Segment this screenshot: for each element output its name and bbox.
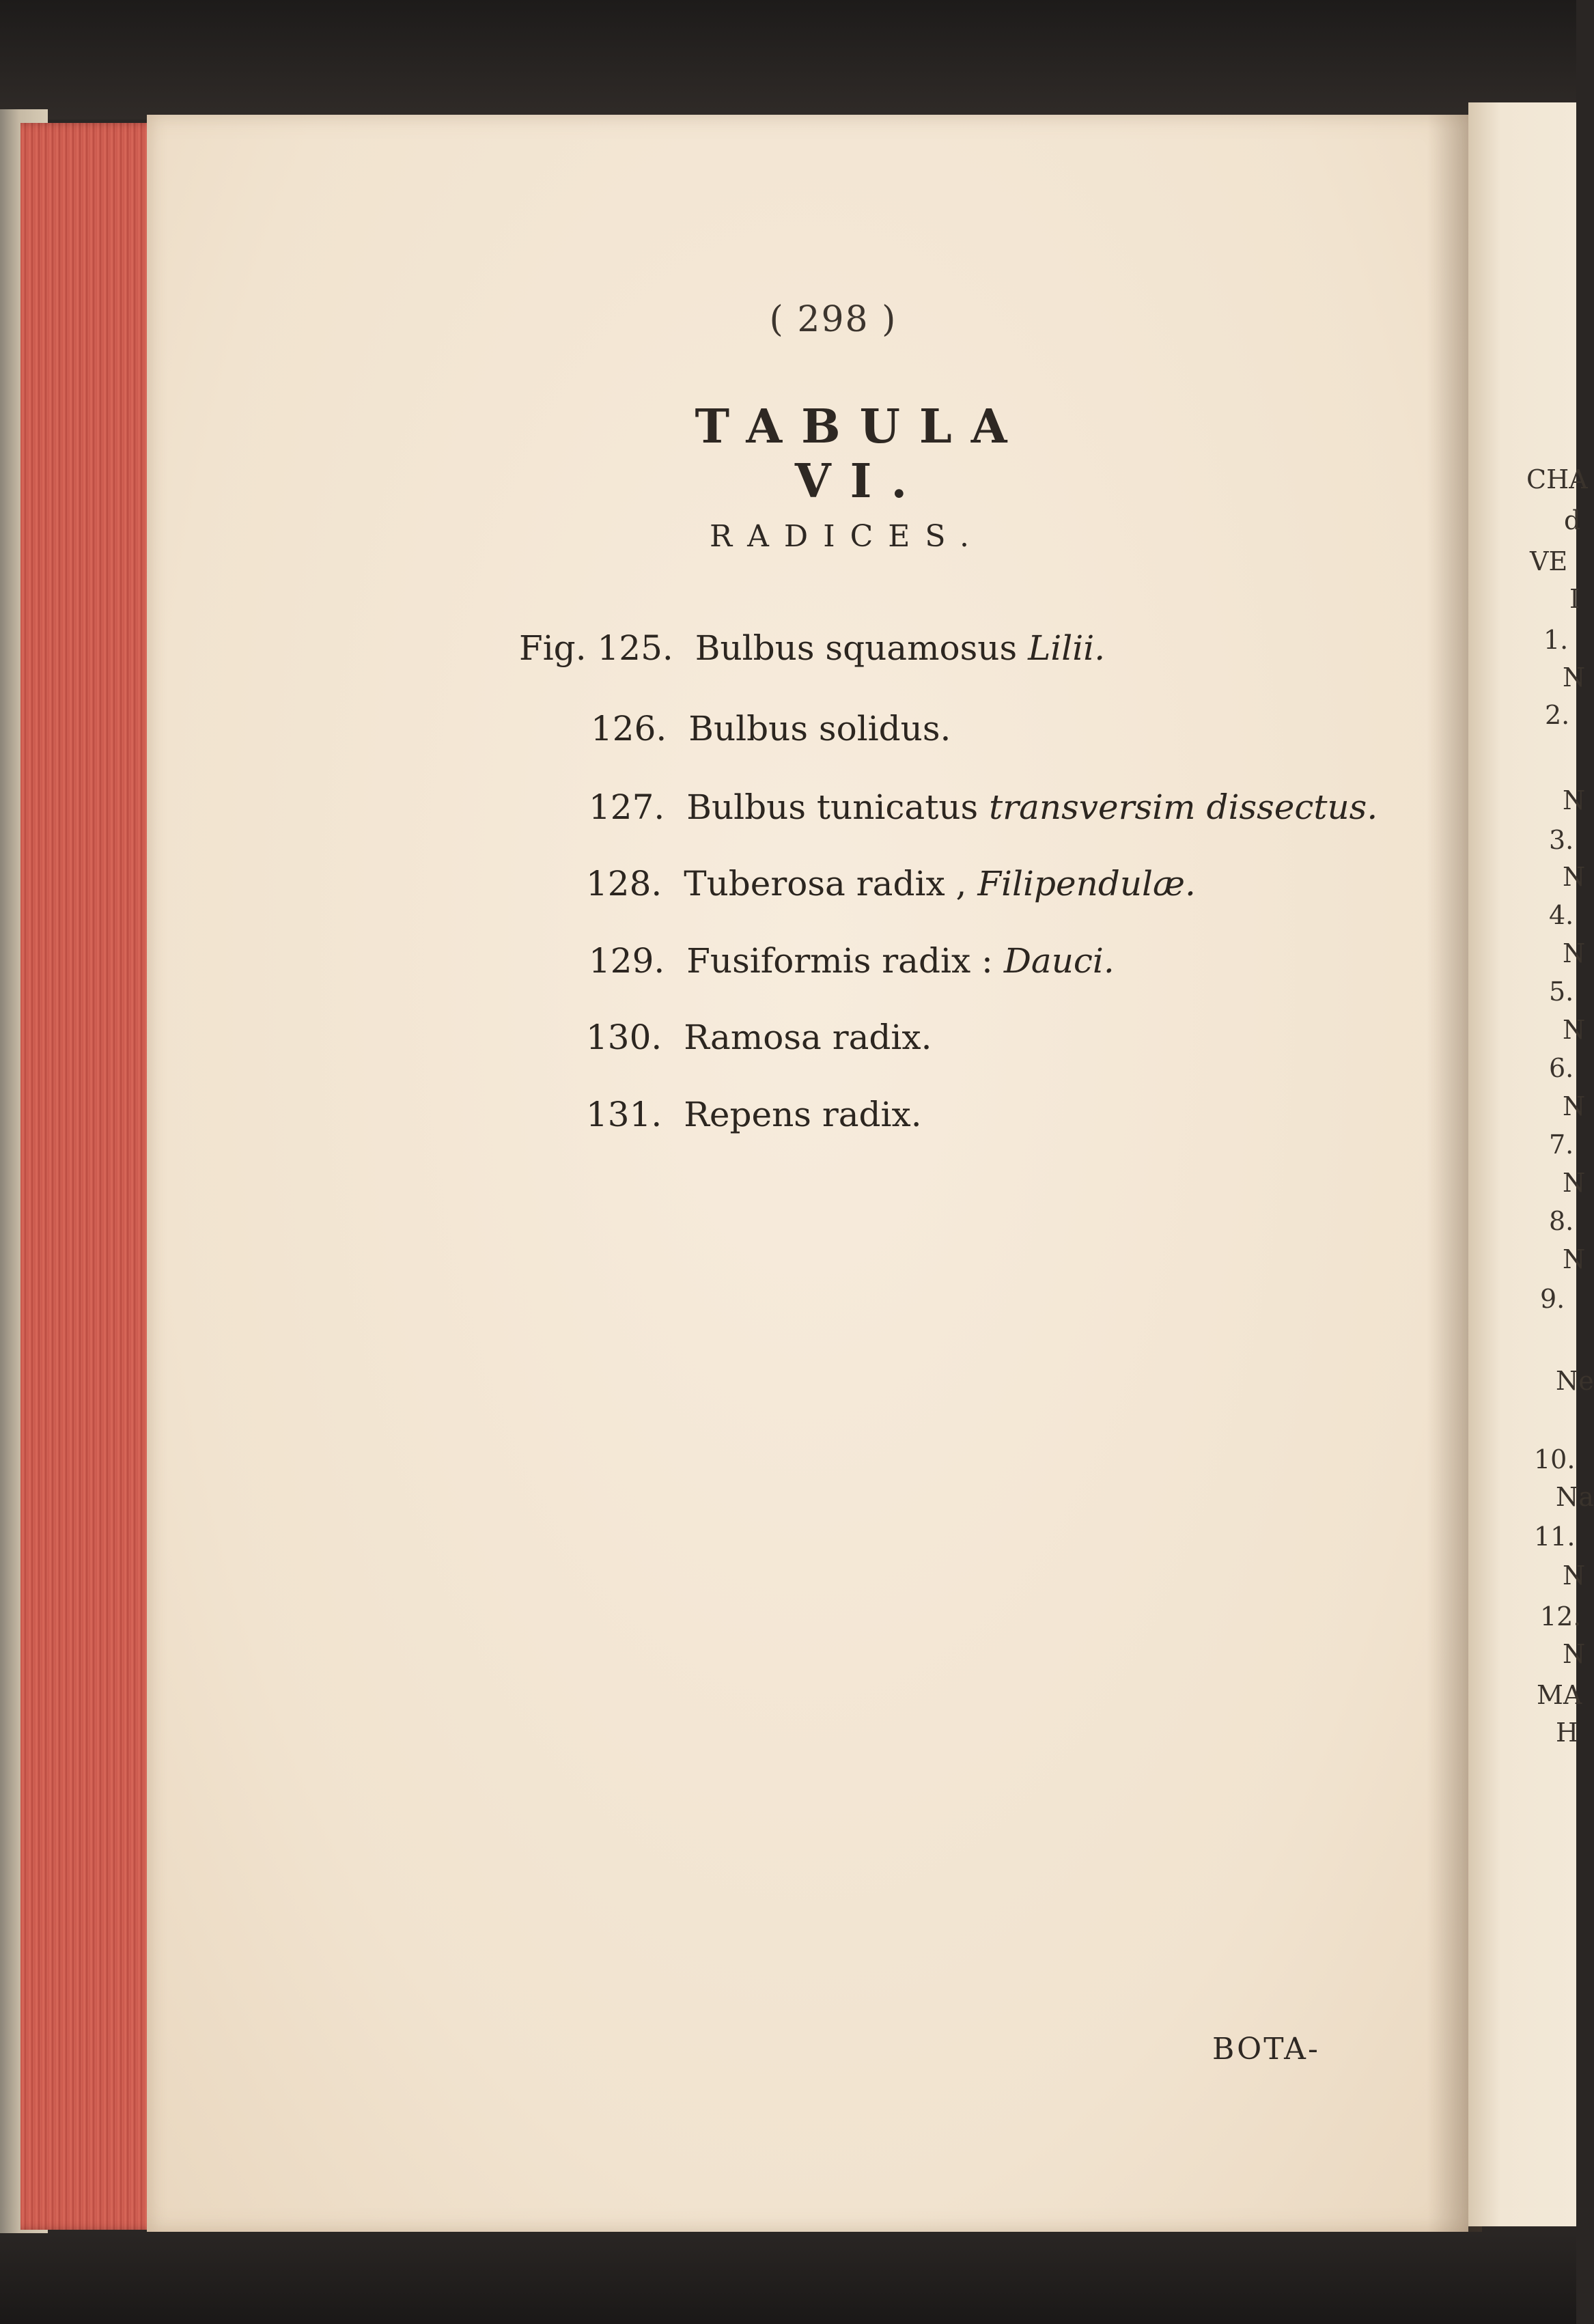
facing-page-text: 8.	[1549, 1206, 1574, 1236]
facing-page-text: N	[1563, 1168, 1586, 1198]
entry-text: Fusiformis radix :	[686, 941, 993, 981]
figure-number: 126.	[591, 709, 667, 748]
entry-text: Repens radix.	[684, 1095, 922, 1134]
facing-page-text: Ne	[1556, 1366, 1594, 1396]
facing-page-edge	[1468, 102, 1594, 2226]
facing-page-text: N	[1563, 662, 1586, 692]
entry-text: Ramosa radix.	[684, 1018, 932, 1057]
facing-page-text: Na	[1556, 1482, 1594, 1512]
figure-entry	[586, 1018, 932, 1057]
entry-text: Bulbus tunicatus	[686, 787, 979, 827]
figure-number: 125.	[597, 628, 673, 668]
facing-page-text: CHA	[1526, 464, 1588, 494]
figure-entry	[589, 941, 1115, 981]
facing-page-text: N	[1563, 1015, 1586, 1045]
facing-page-text: 1.	[1543, 625, 1569, 655]
facing-page-text: 5.	[1549, 977, 1574, 1007]
facing-page-text: N	[1563, 1639, 1586, 1669]
facing-page-text: H	[1556, 1718, 1579, 1748]
entry-italic-text: Filipendulæ.	[977, 864, 1196, 904]
facing-page-text: N	[1563, 1560, 1586, 1591]
entry-italic-text: Lilii.	[1028, 628, 1106, 668]
facing-page-text: N	[1563, 938, 1586, 968]
entry-italic-text: transversim dissectus.	[989, 787, 1378, 827]
figure-number: 129.	[589, 941, 665, 981]
page-title: TABULA VI.	[695, 400, 1026, 509]
figure-number: 131.	[586, 1095, 662, 1134]
facing-page-text: 10.	[1534, 1444, 1576, 1474]
catchword: BOTA-	[1212, 2032, 1320, 2067]
facing-page-text: N	[1563, 862, 1586, 892]
figure-entry	[591, 709, 951, 748]
figure-entry	[586, 1095, 922, 1134]
facing-page-text: I	[1569, 584, 1580, 614]
facing-page-text: 11.	[1534, 1522, 1576, 1552]
fig-prefix: Fig.	[519, 628, 587, 668]
facing-page-text: N	[1563, 785, 1586, 815]
figure-number: 128.	[586, 864, 662, 904]
facing-page-text: N	[1563, 1244, 1586, 1274]
facing-page-text: 6.	[1549, 1053, 1574, 1083]
figure-entry	[586, 864, 1196, 904]
background-top	[0, 0, 1576, 120]
red-page-edges	[20, 123, 164, 2230]
facing-page-text: 2.	[1545, 700, 1570, 730]
entry-text: Bulbus solidus.	[688, 709, 951, 748]
entry-italic-text: Dauci.	[1003, 941, 1115, 981]
facing-page-text: 7.	[1549, 1130, 1574, 1160]
figure-number: 127.	[589, 787, 665, 827]
facing-page-text: N	[1563, 1091, 1586, 1121]
facing-page-text: VE	[1530, 546, 1568, 576]
facing-page-text: 9.	[1540, 1284, 1565, 1314]
facing-page-text: 12.	[1540, 1601, 1582, 1632]
entry-text: Tuberosa radix ,	[684, 864, 967, 904]
figure-entry	[589, 787, 1378, 827]
page-number: ( 298 )	[769, 299, 897, 340]
figure-entry	[519, 628, 1105, 668]
facing-page-text: 3.	[1549, 825, 1574, 855]
background-bottom	[0, 2226, 1576, 2324]
facing-page-text: 4.	[1549, 900, 1574, 930]
facing-page-text: d	[1564, 505, 1581, 535]
facing-page-text: MA	[1537, 1680, 1582, 1710]
entry-text: Bulbus squamosus	[695, 628, 1018, 668]
section-heading: RADICES.	[710, 519, 984, 554]
figure-number: 130.	[586, 1018, 662, 1057]
